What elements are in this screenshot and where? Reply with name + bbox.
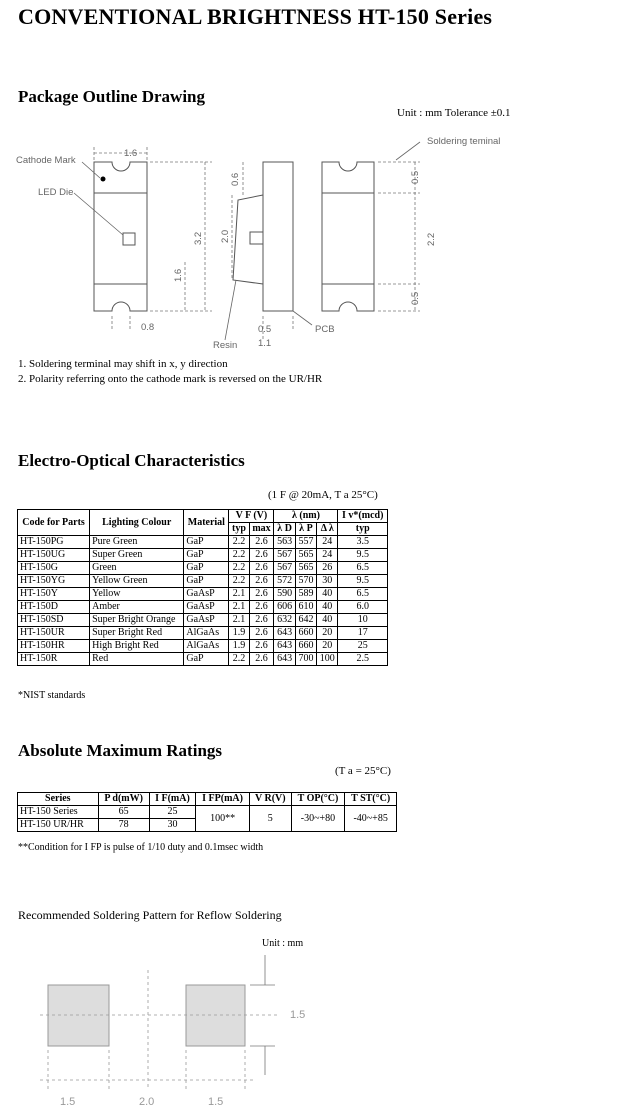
electro-cell: 660 (295, 627, 316, 640)
electro-cell: 660 (295, 640, 316, 653)
package-heading: Package Outline Drawing (18, 87, 205, 106)
electro-cell: Amber (90, 601, 184, 614)
table-row (18, 653, 388, 666)
electro-cell: 24 (317, 536, 338, 549)
electro-cell: 2.5 (338, 653, 388, 666)
electro-cell: 2.6 (249, 588, 274, 601)
package-note-1: 1. Soldering terminal may shift in x, y direction (18, 358, 228, 370)
electro-cell: HT-150SD (18, 614, 90, 627)
table-row (18, 627, 388, 640)
electro-cell: 2.6 (249, 627, 274, 640)
col-wavelength: λ (nm) (274, 510, 338, 523)
dim-right-top: 0.5 (410, 170, 421, 184)
cathode-mark-label: Cathode Mark (16, 155, 76, 166)
electro-cell: Red (90, 653, 184, 666)
abs-cell: 25 (149, 806, 196, 819)
dim-right-mid: 2.2 (426, 232, 437, 246)
electro-cell: Yellow Green (90, 575, 184, 588)
abs-cell: 78 (98, 819, 149, 832)
dim-pad-right-width: 1.5 (208, 1096, 224, 1108)
dim-height-total: 3.2 (193, 231, 204, 245)
electro-cell: Super Bright Orange (90, 614, 184, 627)
abs-col-tst: T ST(°C) (345, 793, 397, 806)
col-iv-typ: typ (338, 523, 388, 536)
electro-cell: 590 (274, 588, 295, 601)
absolute-heading: Absolute Maximum Ratings (18, 741, 223, 760)
electro-cell: 632 (274, 614, 295, 627)
soldering-pattern-drawing (0, 950, 635, 1113)
electro-cell: 20 (317, 627, 338, 640)
absolute-table (17, 792, 397, 832)
electro-cell: 642 (295, 614, 316, 627)
electro-cell: 2.2 (229, 536, 249, 549)
electro-cell: GaP (184, 575, 229, 588)
col-iv: I v*(mcd) (338, 510, 388, 523)
electro-cell: 567 (274, 549, 295, 562)
electro-cell: 9.5 (338, 575, 388, 588)
electro-cell: Green (90, 562, 184, 575)
abs-col-top: T OP(°C) (291, 793, 345, 806)
abs-cell: HT-150 Series (18, 806, 99, 819)
electro-cell: AlGaAs (184, 640, 229, 653)
electro-cell: 2.1 (229, 614, 249, 627)
electro-cell: GaAsP (184, 588, 229, 601)
soldering-heading: Recommended Soldering Pattern for Reflow Soldering (18, 908, 282, 922)
abs-cell-vr: 5 (249, 806, 291, 832)
electro-cell: High Bright Red (90, 640, 184, 653)
electro-cell: 40 (317, 588, 338, 601)
electro-cell: 2.6 (249, 601, 274, 614)
dim-right-bottom: 0.5 (410, 291, 421, 305)
electro-cell: 565 (295, 549, 316, 562)
col-delta-lambda: Δ λ (317, 523, 338, 536)
electro-cell: Super Green (90, 549, 184, 562)
electro-cell: 6.0 (338, 601, 388, 614)
electro-cell: 606 (274, 601, 295, 614)
col-lambda-p: λ P (295, 523, 316, 536)
electro-condition: (1 F @ 20mA, T a 25°C) (268, 489, 378, 501)
electro-cell: HT-150G (18, 562, 90, 575)
col-vf: V F (V) (229, 510, 274, 523)
table-row (18, 575, 388, 588)
electro-cell: 557 (295, 536, 316, 549)
electro-cell: Super Bright Red (90, 627, 184, 640)
abs-cell: HT-150 UR/HR (18, 819, 99, 832)
abs-col-pd: P d(mW) (98, 793, 149, 806)
dim-height-lower: 1.6 (173, 268, 184, 282)
col-material: Material (184, 510, 229, 536)
electro-footnote: *NIST standards (18, 690, 86, 701)
electro-cell: 643 (274, 640, 295, 653)
soldering-unit: Unit : mm (262, 938, 304, 949)
electro-cell: HT-150R (18, 653, 90, 666)
abs-cell-top: -30~+80 (291, 806, 345, 832)
electro-cell: 2.2 (229, 562, 249, 575)
electro-cell: 2.6 (249, 536, 274, 549)
table-row (18, 562, 388, 575)
table-row (18, 588, 388, 601)
abs-cell: 30 (149, 819, 196, 832)
electro-cell: 2.6 (249, 614, 274, 627)
col-code: Code for Parts (18, 510, 90, 536)
col-vf-typ: typ (229, 523, 249, 536)
electro-cell: 2.2 (229, 653, 249, 666)
pcb-label: PCB (315, 324, 335, 335)
table-row (18, 806, 397, 819)
electro-cell: 30 (317, 575, 338, 588)
electro-cell: 565 (295, 562, 316, 575)
electro-cell: 40 (317, 601, 338, 614)
electro-heading: Electro-Optical Characteristics (18, 451, 245, 470)
electro-cell: 2.6 (249, 549, 274, 562)
col-vf-max: max (249, 523, 274, 536)
electro-cell: HT-150Y (18, 588, 90, 601)
electro-cell: 25 (338, 640, 388, 653)
electro-cell: Yellow (90, 588, 184, 601)
dim-width-top: 1.6 (124, 148, 138, 159)
electro-table (17, 509, 388, 666)
electro-cell: 24 (317, 549, 338, 562)
electro-cell: HT-150PG (18, 536, 90, 549)
electro-cell: 567 (274, 562, 295, 575)
absolute-footnote: **Condition for I FP is pulse of 1/10 duty and 0.1msec width (18, 842, 264, 853)
electro-cell: Pure Green (90, 536, 184, 549)
electro-cell: 6.5 (338, 562, 388, 575)
electro-cell: 20 (317, 640, 338, 653)
electro-cell: 2.6 (249, 640, 274, 653)
electro-cell: 2.2 (229, 549, 249, 562)
abs-col-if: I F(mA) (149, 793, 196, 806)
electro-cell: 2.6 (249, 562, 274, 575)
dim-pad-gap: 2.0 (139, 1096, 155, 1108)
electro-cell: 572 (274, 575, 295, 588)
dim-pad-left-width: 1.5 (60, 1096, 76, 1108)
electro-cell: GaAsP (184, 614, 229, 627)
table-row (18, 549, 388, 562)
dim-height-top-side: 0.6 (230, 172, 241, 186)
abs-cell-ifp: 100** (196, 806, 250, 832)
dim-thickness-05: 0.5 (258, 324, 272, 335)
electro-cell: 6.5 (338, 588, 388, 601)
abs-col-vr: V R(V) (249, 793, 291, 806)
absolute-condition: (T a = 25°C) (335, 765, 391, 777)
electro-cell: GaP (184, 536, 229, 549)
electro-cell: 700 (295, 653, 316, 666)
electro-cell: HT-150D (18, 601, 90, 614)
abs-cell: 65 (98, 806, 149, 819)
soldering-terminal-label: Soldering teminal (427, 136, 501, 147)
dim-width-bottom: 0.8 (141, 322, 155, 333)
page-title: CONVENTIONAL BRIGHTNESS HT-150 Series (18, 4, 493, 29)
electro-cell: 10 (338, 614, 388, 627)
electro-cell: 2.6 (249, 575, 274, 588)
electro-cell: 2.1 (229, 601, 249, 614)
col-lambda-d: λ D (274, 523, 295, 536)
electro-cell: 643 (274, 627, 295, 640)
package-note-2: 2. Polarity referring onto the cathode mark is reversed on the UR/HR (18, 373, 323, 385)
col-colour: Lighting Colour (90, 510, 184, 536)
electro-cell: 2.6 (249, 653, 274, 666)
electro-cell: HT-150UR (18, 627, 90, 640)
table-row (18, 640, 388, 653)
abs-col-series: Series (18, 793, 99, 806)
package-outline-drawing (0, 120, 635, 355)
electro-cell: 2.2 (229, 575, 249, 588)
electro-cell: 570 (295, 575, 316, 588)
package-unit-note: Unit : mm Tolerance ±0.1 (397, 107, 511, 119)
electro-cell: 1.9 (229, 640, 249, 653)
abs-col-ifp: I FP(mA) (196, 793, 250, 806)
electro-cell: HT-150YG (18, 575, 90, 588)
electro-cell: 9.5 (338, 549, 388, 562)
electro-cell: 563 (274, 536, 295, 549)
electro-cell: GaAsP (184, 601, 229, 614)
electro-cell: HT-150UG (18, 549, 90, 562)
table-row (18, 601, 388, 614)
dim-pad-height: 1.5 (290, 1009, 306, 1021)
resin-label: Resin (213, 340, 238, 351)
electro-cell: 643 (274, 653, 295, 666)
dim-thickness-11: 1.1 (258, 338, 272, 349)
electro-cell: GaP (184, 562, 229, 575)
electro-cell: 589 (295, 588, 316, 601)
electro-cell: 100 (317, 653, 338, 666)
abs-cell-tst: -40~+85 (345, 806, 397, 832)
table-row (18, 614, 388, 627)
electro-cell: GaP (184, 549, 229, 562)
electro-cell: 3.5 (338, 536, 388, 549)
electro-cell: HT-150HR (18, 640, 90, 653)
led-die-label: LED Die (38, 187, 74, 198)
electro-cell: GaP (184, 653, 229, 666)
electro-cell: 610 (295, 601, 316, 614)
electro-cell: 17 (338, 627, 388, 640)
table-row (18, 536, 388, 549)
electro-cell: 40 (317, 614, 338, 627)
electro-cell: 1.9 (229, 627, 249, 640)
electro-cell: AlGaAs (184, 627, 229, 640)
electro-cell: 2.1 (229, 588, 249, 601)
dim-height-inner: 2.0 (220, 229, 231, 243)
electro-cell: 26 (317, 562, 338, 575)
